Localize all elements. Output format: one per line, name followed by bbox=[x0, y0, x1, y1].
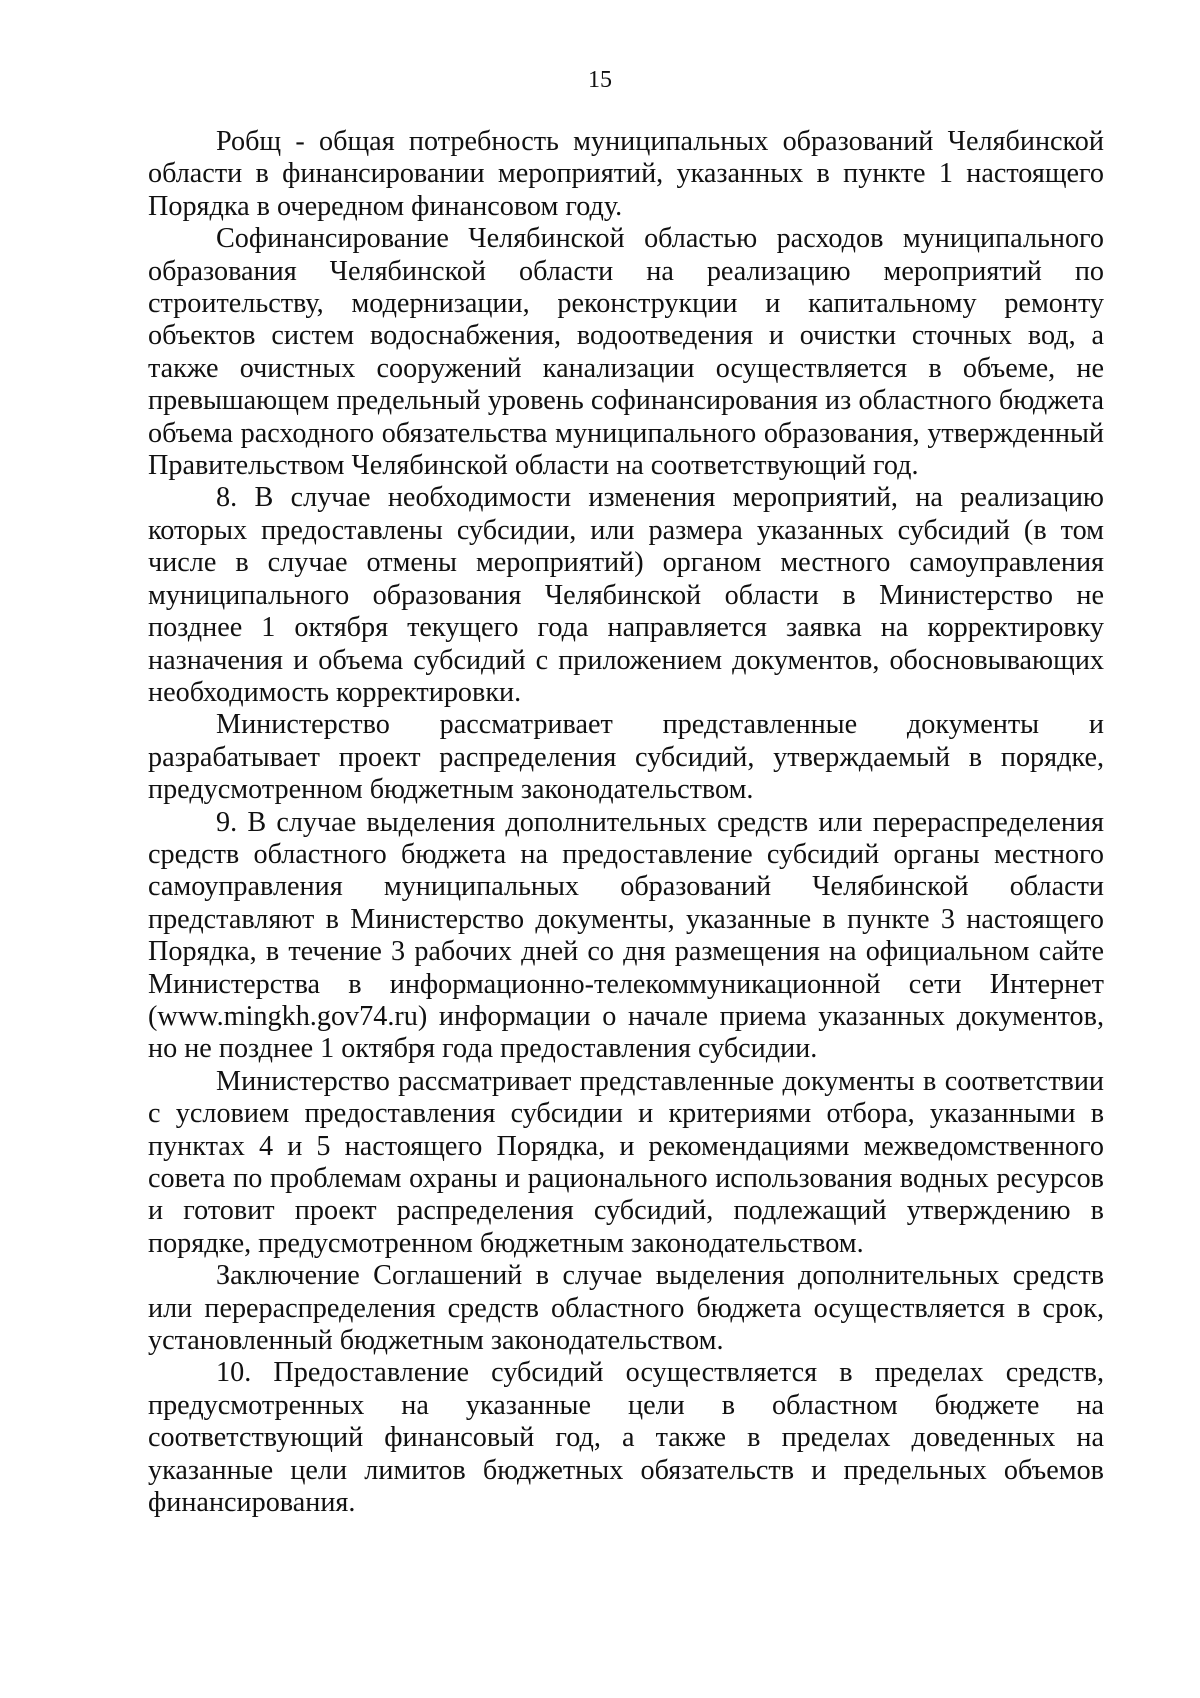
paragraph-cofinancing: Софинансирование Челябинской областью расходов муниципального образования Челябинской области на реализацию мероприятий по строительству, модернизации, реконструкции и капитальному ремонту объектов систем водоснабжения, водоотведения и очистки сточных вод, а также очистных сооружений канализации осуществляется в объеме, не превышающем предельный уровень софинансирования из областного бюджета объема расходного обязательства муниципального образования, утвержденный Правительством Челябинской области на соответствующий год. bbox=[148, 223, 1104, 482]
paragraph-item-10: 10. Предоставление субсидий осуществляется в пределах средств, предусмотренных на указанные цели в областном бюджете на соответствующий финансовый год, а также в пределах доведенных на указанные цели лимитов бюджетных обязательств и предельных объемов финансирования. bbox=[148, 1357, 1104, 1519]
document-body bbox=[148, 126, 1104, 1519]
paragraph-item-9: 9. В случае выделения дополнительных средств или перераспределения средств областного бюджета на предоставление субсидий органы местного самоуправления муниципальных образований Челябинской области представляют в Министерство документы, указанные в пункте 3 настоящего Порядка, в течение 3 рабочих дней со дня размещения на официальном сайте Министерства в информационно-телекоммуникационной сети Интернет (www.mingkh.gov74.ru) информации о начале приема указанных документов, но не позднее 1 октября года предоставления субсидии. bbox=[148, 806, 1104, 1065]
paragraph-agreements: Заключение Соглашений в случае выделения дополнительных средств или перераспределения средств областного бюджета осуществляется в срок, установленный бюджетным законодательством. bbox=[148, 1260, 1104, 1357]
paragraph-ministry-review-1: Министерство рассматривает представленные документы и разрабатывает проект распределения субсидий, утверждаемый в порядке, предусмотренном бюджетным законодательством. bbox=[148, 709, 1104, 806]
page-number: 15 bbox=[588, 67, 612, 93]
paragraph-item-8: 8. В случае необходимости изменения мероприятий, на реализацию которых предоставлены субсидии, или размера указанных субсидий (в том числе в случае отмены мероприятий) органом местного самоуправления муниципального образования Челябинской области в Министерство не позднее 1 октября текущего года направляется заявка на корректировку назначения и объема субсидий с приложением документов, обосновывающих необходимость корректировки. bbox=[148, 482, 1104, 708]
paragraph-robsch-definition: Робщ - общая потребность муниципальных образований Челябинской области в финансировании мероприятий, указанных в пункте 1 настоящего Порядка в очередном финансовом году. bbox=[148, 126, 1104, 222]
paragraph-ministry-review-2: Министерство рассматривает представленные документы в соответствии с условием предоставления субсидии и критериями отбора, указанными в пунктах 4 и 5 настоящего Порядка, и рекомендациями межведомственного совета по проблемам охраны и рационального использования водных ресурсов и готовит проект распределения субсидий, подлежащий утверждению в порядке, предусмотренном бюджетным законодательством. bbox=[148, 1065, 1104, 1259]
